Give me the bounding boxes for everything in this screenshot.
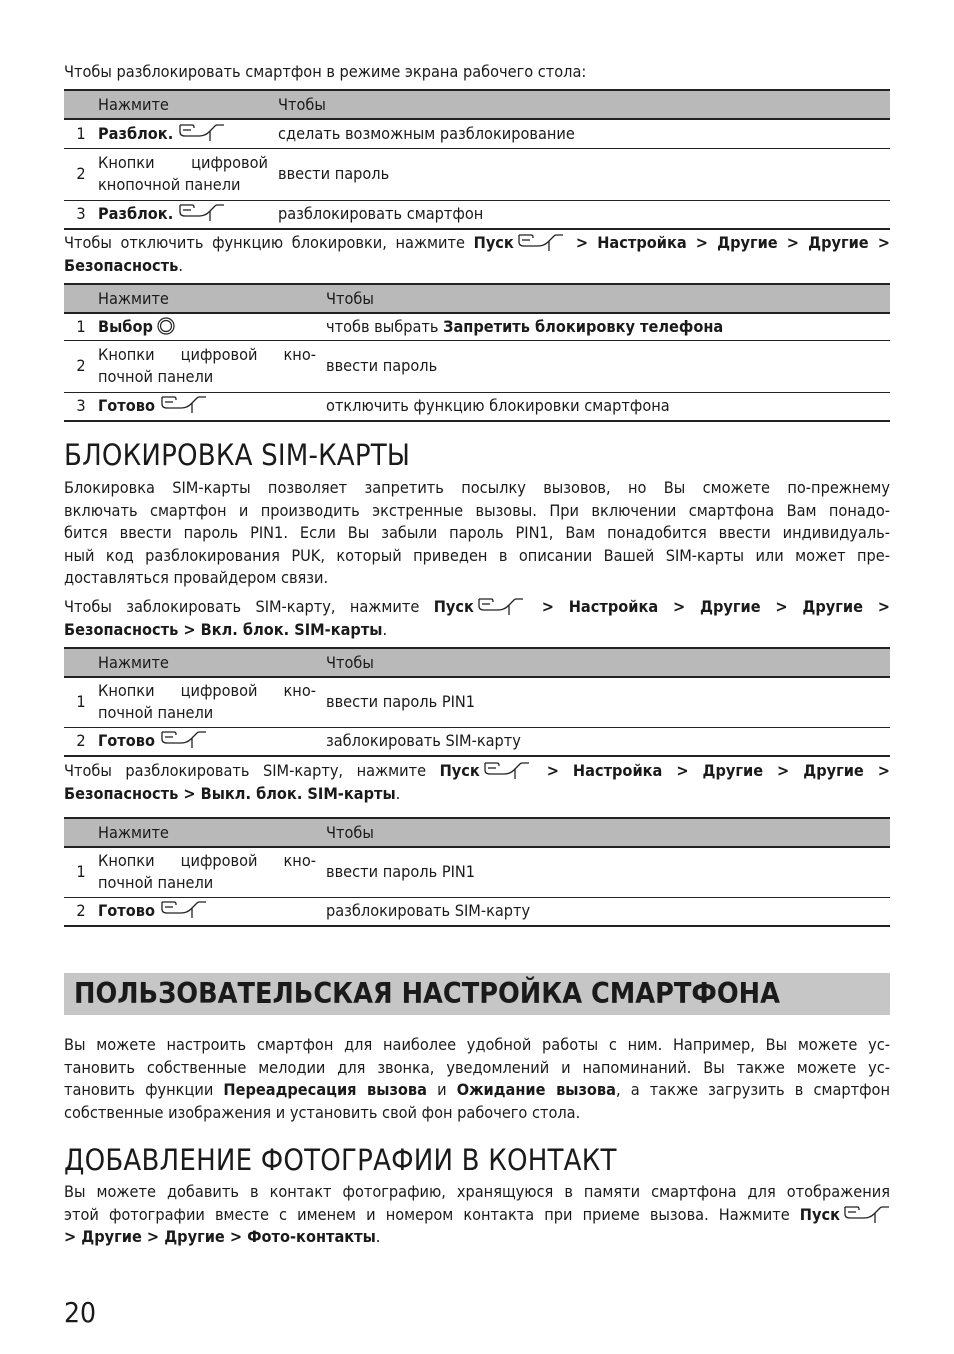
chapter-heading-band <box>64 973 890 1015</box>
contact-photo-paragraph <box>64 1181 890 1249</box>
unlock-table <box>64 89 890 230</box>
paragraph-line: ный код разблокирования PUK, который приведен в описании Вашей SIM-карты или может пре- <box>64 545 890 565</box>
softkey-icon <box>484 762 530 780</box>
lock-sim-table <box>64 647 890 757</box>
row-action <box>326 313 890 340</box>
table-header <box>64 90 890 119</box>
instruction-text: Чтобы разблокировать SIM-карту, нажмите <box>64 761 440 780</box>
column-header-action: Чтобы <box>326 818 890 847</box>
row-number: 2 <box>64 340 98 392</box>
table-row <box>64 148 890 200</box>
disable-lock-instructions <box>64 232 890 277</box>
softkey-icon <box>179 204 225 222</box>
select-button-label: Выбор <box>98 316 153 336</box>
table-row <box>64 119 890 148</box>
page-number: 20 <box>64 1296 97 1329</box>
keypad-label-line2: кнопочной панели <box>98 175 241 194</box>
table-row <box>64 677 890 727</box>
period: . <box>178 255 183 275</box>
keypad-label-line1: Кнопки цифровой кно- <box>98 851 316 871</box>
table-row <box>64 200 890 229</box>
softkey-icon <box>478 598 524 616</box>
keypad-label-line1: Кнопки цифровой кно- <box>98 681 316 701</box>
section-heading-sim-lock: БЛОКИРОВКА SIM-КАРТЫ <box>64 438 411 472</box>
done-softkey-label: Готово <box>98 901 155 921</box>
feature-call-waiting: Ожидание вызова <box>456 1080 616 1099</box>
feature-call-forwarding: Переадресация вызова <box>223 1080 427 1099</box>
period: . <box>395 783 401 803</box>
start-menu-label: Пуск <box>473 233 514 252</box>
column-header-action: Чтобы <box>326 648 890 677</box>
unlock-sim-table <box>64 817 890 927</box>
unlock-sim-instructions <box>64 760 890 805</box>
row-action: заблокировать SIM-карту <box>326 727 890 756</box>
row-number: 1 <box>64 119 98 148</box>
period: . <box>382 619 388 639</box>
paragraph-line: собственные изображения и установить свой фон рабочего стола. <box>64 1102 581 1122</box>
row-action: разблокировать смартфон <box>278 200 890 229</box>
paragraph-line: Вы можете настроить смартфон для наиболее удобной работы с ним. Например, Вы можете ус- <box>64 1035 890 1054</box>
table-row <box>64 392 890 421</box>
menu-path: > Настройка > Другие > Другие > <box>526 597 891 616</box>
sim-lock-description <box>64 477 890 590</box>
row-number: 2 <box>64 148 98 200</box>
paragraph-line: Вы можете добавить в контакт фотографию, хранящуюся в памяти смартфона для отображения <box>64 1182 890 1201</box>
softkey-icon <box>161 396 207 414</box>
row-action: ввести пароль PIN1 <box>326 847 890 897</box>
table-row <box>64 897 890 926</box>
section-heading-contact-photo: ДОБАВЛЕНИЕ ФОТОГРАФИИ В КОНТАКТ <box>64 1143 617 1177</box>
column-header-press: Нажмите <box>98 648 326 677</box>
keypad-label-line2: почной панели <box>98 703 214 723</box>
paragraph-line <box>64 1079 890 1102</box>
softkey-icon <box>844 1206 890 1224</box>
row-action: ввести пароль <box>278 148 890 200</box>
intro-unlock-text: Чтобы разблокировать смартфон в режиме экрана рабочего стола: <box>64 62 587 81</box>
text-run: тановить функции <box>64 1080 224 1099</box>
row-number: 3 <box>64 200 98 229</box>
row-action: сделать возможным разблокирование <box>278 119 890 148</box>
paragraph-line <box>64 1204 890 1227</box>
disable-lock-table <box>64 283 890 422</box>
keypad-label-line1: Кнопки цифровой кно- <box>98 345 316 364</box>
row-number: 1 <box>64 847 98 897</box>
table-row <box>64 340 890 392</box>
row-action: ввести пароль <box>326 340 890 392</box>
action-option: Запретить блокировку телефона <box>443 316 724 336</box>
paragraph-line: бится ввести пароль PIN1. Если Вы забыли пароль PIN1, Вам понадобится ввести индивидуаль- <box>64 523 890 542</box>
menu-path: > Настройка > Другие > Другие > <box>566 233 890 252</box>
softkey-icon <box>161 731 207 749</box>
row-number: 2 <box>64 727 98 756</box>
unlock-softkey-label: Разблок. <box>98 204 174 224</box>
chapter-heading: ПОЛЬЗОВАТЕЛЬСКАЯ НАСТРОЙКА СМАРТФОНА <box>74 977 780 1010</box>
table-row <box>64 727 890 756</box>
paragraph-line: Блокировка SIM-карты позволяет запретить посылку вызовов, но Вы сможете по-прежнему <box>64 478 890 497</box>
row-action: отключить функцию блокировки смартфона <box>326 392 890 421</box>
lock-sim-instructions <box>64 596 890 641</box>
start-menu-label: Пуск <box>439 761 480 780</box>
column-header-press: Нажмите <box>98 90 278 119</box>
customization-paragraph <box>64 1034 890 1124</box>
keypad-label-line1: Кнопки цифровой <box>98 153 268 172</box>
period: . <box>375 1227 381 1246</box>
menu-path: > Настройка > Другие > Другие > <box>532 761 890 780</box>
keypad-label-line2: почной панели <box>98 367 214 386</box>
paragraph-line: доставляться провайдером связи. <box>64 568 329 587</box>
start-menu-label: Пуск <box>433 597 474 616</box>
softkey-icon <box>161 901 207 919</box>
text-run: и <box>426 1080 457 1099</box>
column-header-press: Нажмите <box>98 818 326 847</box>
done-softkey-label: Готово <box>98 731 155 751</box>
paragraph-line: тановить собственные мелодии для звонка, уведомлений и напоминаний. Вы также можете ус- <box>64 1057 890 1077</box>
keypad-label-line2: почной панели <box>98 873 214 893</box>
text-run: этой фотографии вместе с именем и номером контакта при приеме вызова. Нажмите <box>64 1204 800 1224</box>
menu-path-end: Безопасность <box>64 255 179 275</box>
column-header-action: Чтобы <box>326 284 890 313</box>
menu-path: > Другие > Другие > Фото-контакты <box>64 1227 376 1246</box>
text-run: , а также загрузить в смартфон <box>615 1080 890 1099</box>
unlock-softkey-label: Разблок. <box>98 123 174 143</box>
table-header <box>64 648 890 677</box>
table-row <box>64 847 890 897</box>
column-header-press: Нажмите <box>98 284 326 313</box>
column-header-action: Чтобы <box>278 90 890 119</box>
table-header <box>64 284 890 313</box>
row-number: 1 <box>64 313 98 340</box>
ok-button-icon <box>157 317 175 335</box>
instruction-text: Чтобы заблокировать SIM-карту, нажмите <box>64 597 434 616</box>
menu-path-end: Безопасность > Выкл. блок. SIM-карты <box>64 783 396 803</box>
menu-path-end: Безопасность > Вкл. блок. SIM-карты <box>64 619 383 639</box>
row-number: 3 <box>64 392 98 421</box>
instruction-text: Чтобы отключить функцию блокировки, нажмите <box>64 233 474 252</box>
row-number: 1 <box>64 677 98 727</box>
start-menu-label: Пуск <box>799 1204 840 1224</box>
softkey-icon <box>518 234 564 252</box>
softkey-icon <box>179 124 225 142</box>
table-row <box>64 313 890 340</box>
action-prefix: чтобв выбрать <box>326 316 444 336</box>
row-action: разблокировать SIM-карту <box>326 897 890 926</box>
done-softkey-label: Готово <box>98 396 155 416</box>
table-header <box>64 818 890 847</box>
paragraph-line: включать смартфон и производить экстренные вызовы. При включении смартфона Вам понадо- <box>64 500 890 520</box>
row-action: ввести пароль PIN1 <box>326 677 890 727</box>
row-number: 2 <box>64 897 98 926</box>
